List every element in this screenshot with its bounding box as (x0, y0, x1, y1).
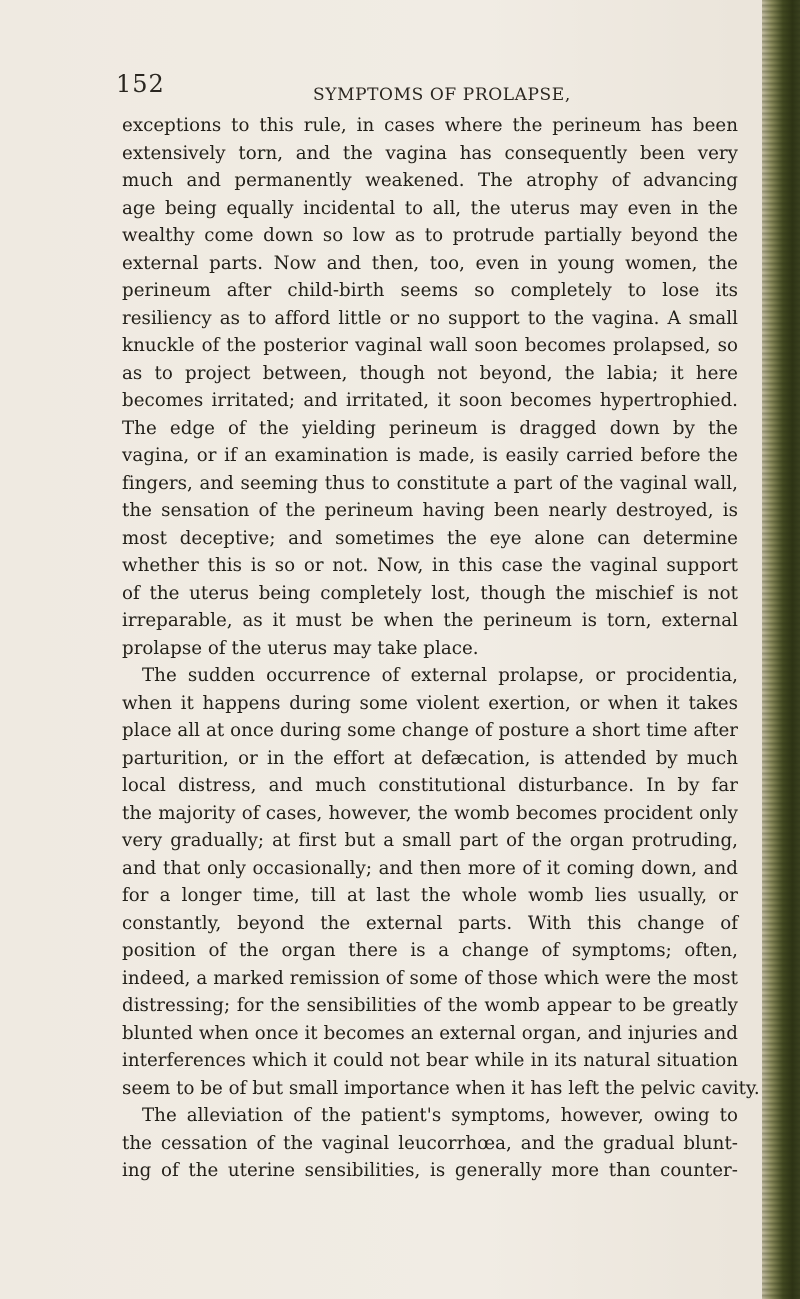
text-line-paragraph-start: The alleviation of the patient's symptoms, however, owing to (142, 1105, 738, 1126)
text-line: fingers, and seeming thus to constitute a part of the vaginal wall, (122, 472, 738, 494)
text-line: the cessation of the vaginal leucorrhœa, and the gradual blunt- (122, 1132, 738, 1154)
body-text (122, 112, 760, 1185)
text-line-paragraph-start: The sudden occurrence of external prolapse, or procidentia, (142, 665, 738, 686)
text-line: for a longer time, till at last the whole womb lies usually, or (122, 885, 738, 906)
text-line: extensively torn, and the vagina has consequently been very (122, 142, 738, 164)
text-line: place all at once during some change of posture a short time after (122, 720, 738, 741)
text-line: constantly, beyond the external parts. With this change of (122, 912, 738, 934)
text-line-paragraph-end: prolapse of the uterus may take place. (122, 637, 479, 659)
text-line: when it happens during some violent exertion, or when it takes (122, 692, 738, 714)
text-line: as to project between, though not beyond, the labia; it here (122, 362, 738, 384)
running-head: SYMPTOMS OF PROLAPSE, (313, 85, 571, 105)
text-line: indeed, a marked remission of some of those which were the most (122, 967, 738, 989)
text-line: much and permanently weakened. The atrophy of advancing (122, 170, 738, 191)
text-line: position of the organ there is a change of symptoms; often, (122, 940, 738, 961)
text-line: local distress, and much constitutional disturbance. In by far (122, 775, 738, 796)
page-number: 152 (116, 70, 165, 98)
text-line: the majority of cases, however, the womb becomes procident only (122, 802, 738, 824)
text-line: ing of the uterine sensibilities, is generally more than counter- (122, 1160, 738, 1181)
text-line: irreparable, as it must be when the perineum is torn, external (122, 610, 738, 631)
text-line: vagina, or if an examination is made, is easily carried before the (122, 445, 738, 466)
text-line: and that only occasionally; and then more of it coming down, and (122, 857, 738, 879)
text-line: whether this is so or not. Now, in this case the vaginal support (122, 555, 738, 576)
text-line: The edge of the yielding perineum is dragged down by the (122, 417, 738, 439)
text-line: perineum after child-birth seems so completely to lose its (122, 280, 738, 301)
text-line: parturition, or in the effort at defæcation, is attended by much (122, 747, 738, 769)
text-line: interferences which it could not bear while in its natural situation (122, 1050, 738, 1071)
text-line: the sensation of the perineum having been nearly destroyed, is (122, 500, 738, 521)
text-line: exceptions to this rule, in cases where the perineum has been (122, 115, 738, 136)
page-edge-shadow (762, 0, 800, 1299)
text-line: external parts. Now and then, too, even in young women, the (122, 252, 738, 274)
text-line: very gradually; at first but a small part of the organ protruding, (122, 830, 738, 851)
text-line: distressing; for the sensibilities of the womb appear to be greatly (122, 995, 738, 1016)
text-line: knuckle of the posterior vaginal wall soon becomes prolapsed, so (122, 335, 738, 356)
text-line: seem to be of but small importance when it has left the pelvic cavity. (122, 1077, 760, 1099)
text-line: wealthy come down so low as to protrude partially beyond the (122, 225, 738, 246)
text-line: most deceptive; and sometimes the eye alone can determine (122, 527, 738, 549)
text-line: age being equally incidental to all, the uterus may even in the (122, 197, 738, 219)
text-line: blunted when once it becomes an external organ, and injuries and (122, 1022, 738, 1044)
text-line: of the uterus being completely lost, though the mischief is not (122, 582, 738, 604)
text-line: resiliency as to afford little or no support to the vagina. A small (122, 307, 738, 329)
text-line: becomes irritated; and irritated, it soon becomes hypertrophied. (122, 390, 738, 411)
